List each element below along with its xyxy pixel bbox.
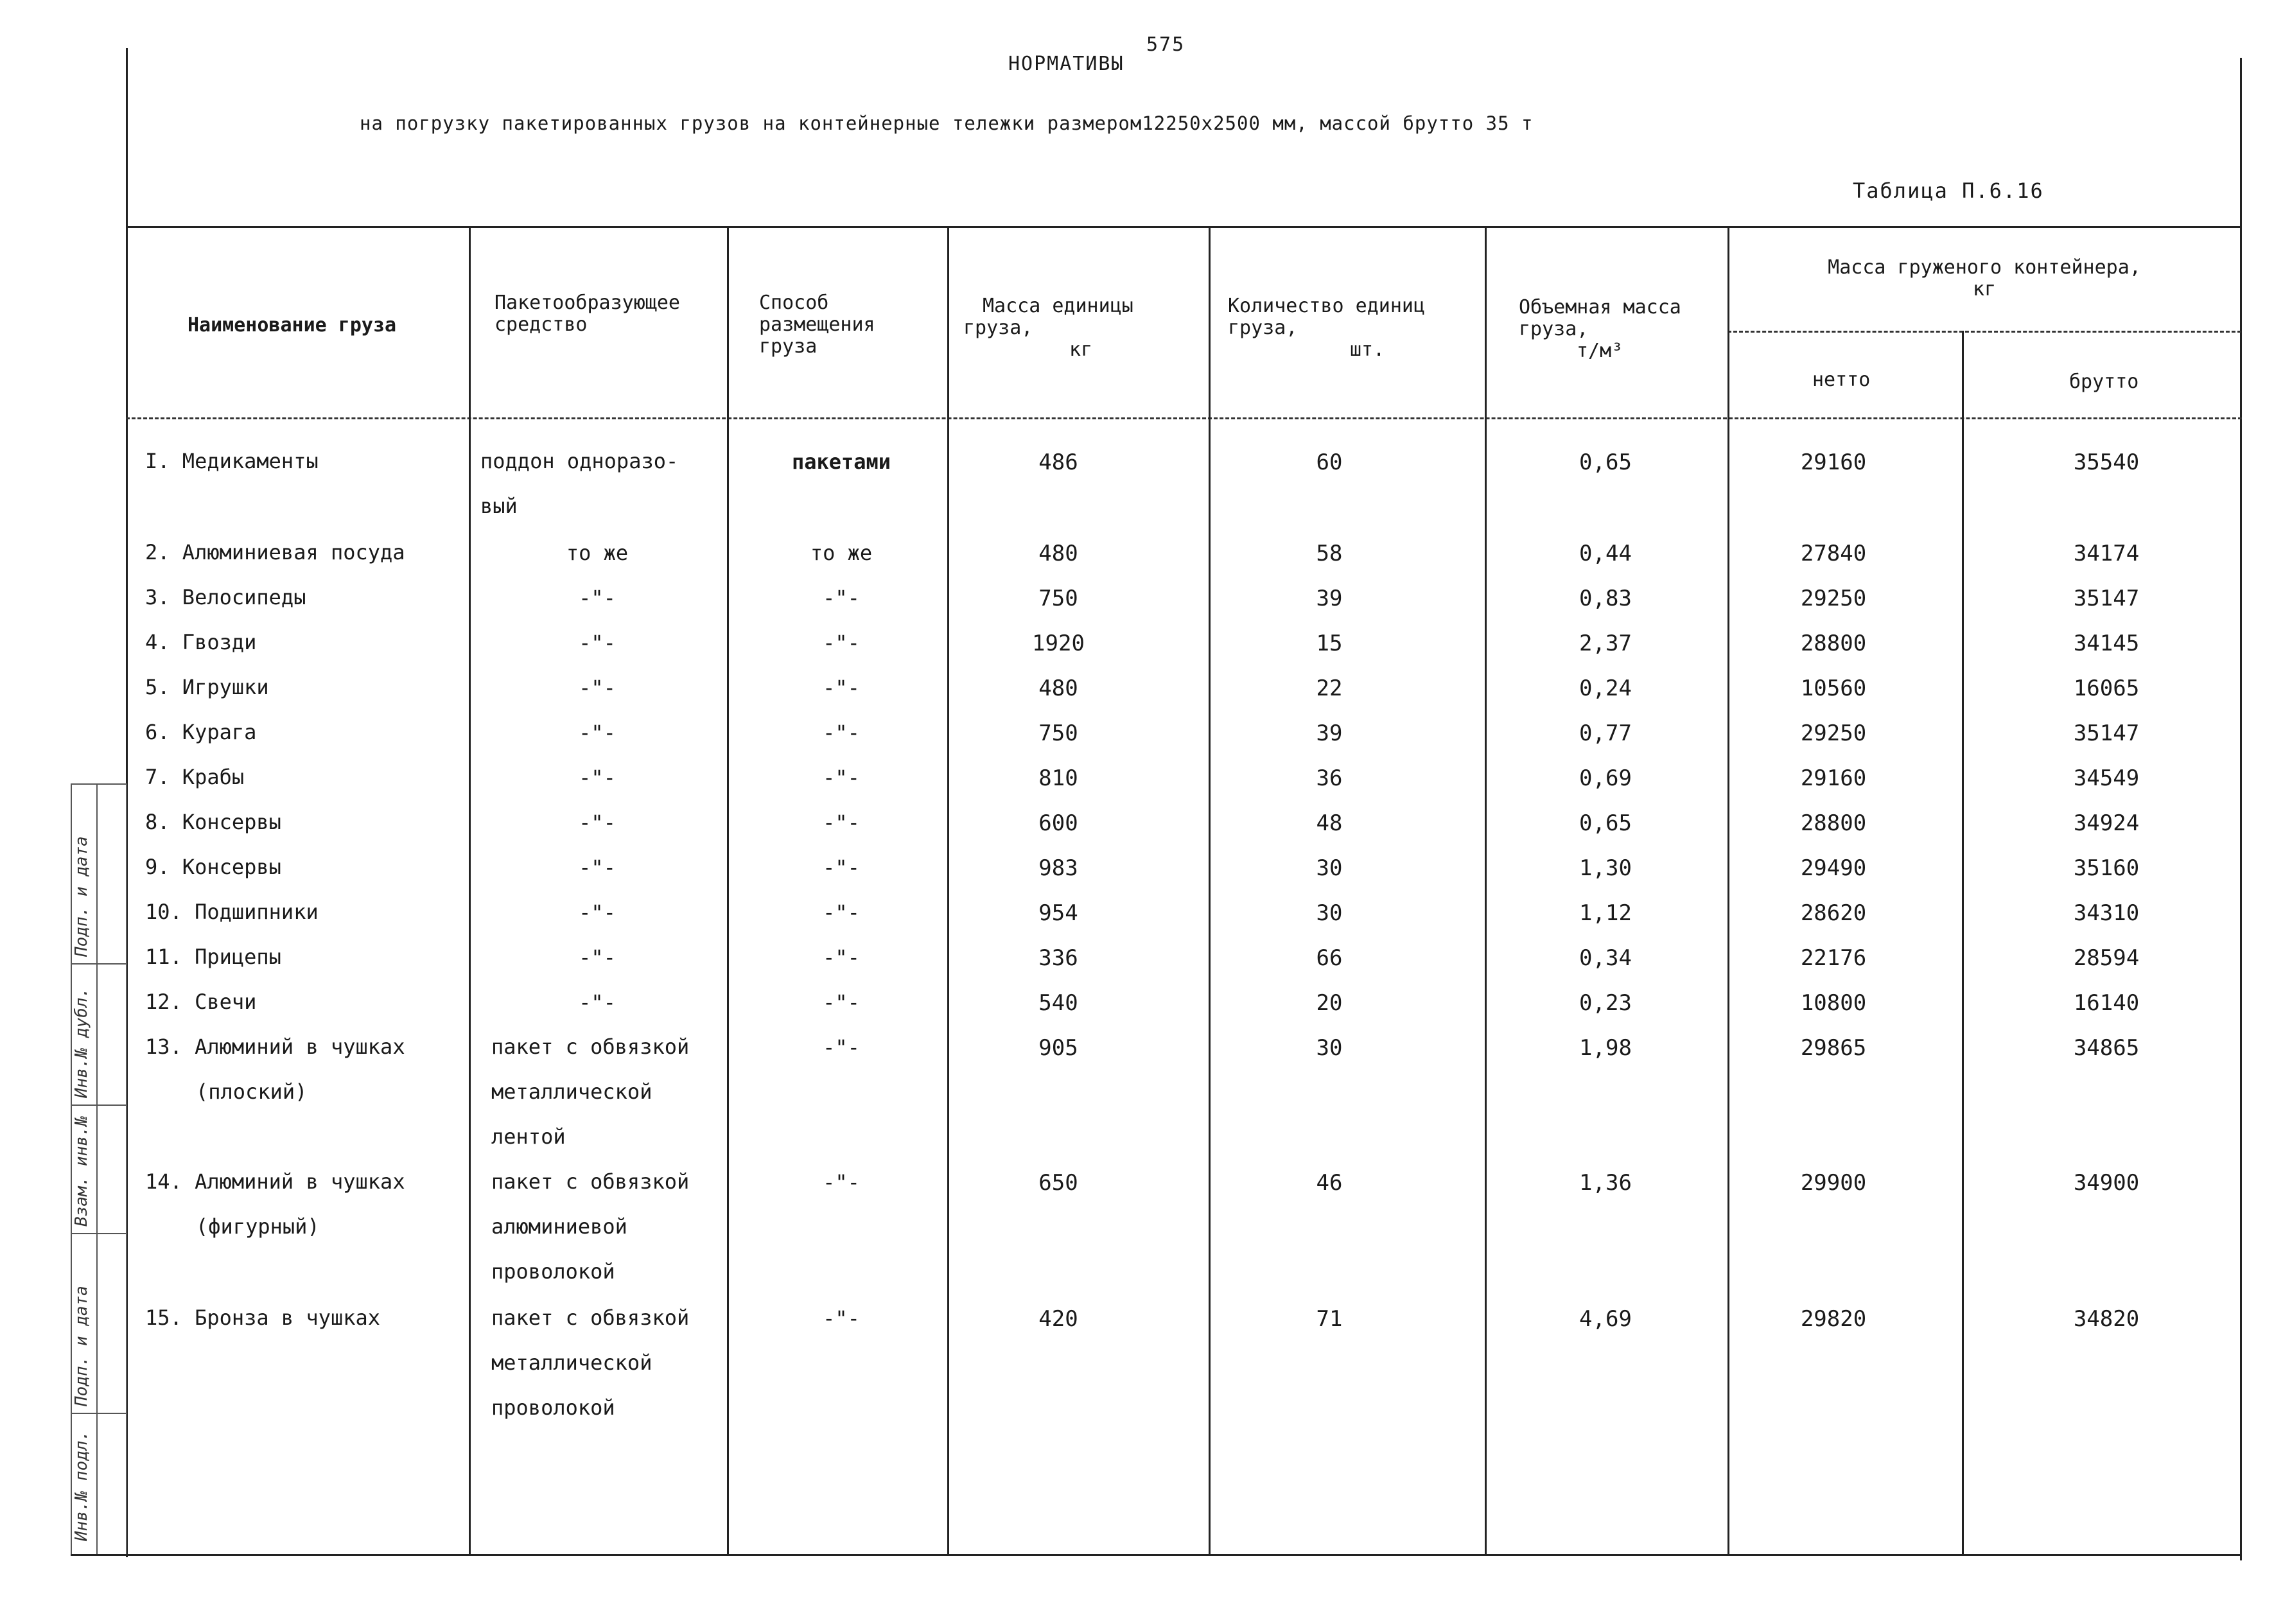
count-value: 20 bbox=[1316, 990, 1343, 1016]
col-separator-1 bbox=[469, 226, 471, 1554]
stamp-label-2: Подп. и дата bbox=[72, 1286, 91, 1406]
packaging-means: пакет с обвязкой bbox=[491, 1035, 690, 1059]
cargo-name: 14. Алюминий в чушках bbox=[145, 1169, 405, 1194]
document-subtitle: на погрузку пакетированных грузов на контейнерные тележки размером12250х2500 мм, массой брутто 35 т bbox=[360, 112, 1534, 134]
header-gross: брутто bbox=[2069, 371, 2139, 393]
stamp-label-5: Подп. и дата bbox=[72, 836, 91, 957]
gross-value: 34820 bbox=[2073, 1306, 2140, 1332]
count-value: 66 bbox=[1316, 945, 1343, 971]
packaging-means: поддон одноразо- bbox=[480, 449, 679, 473]
packaging-means: пакет с обвязкой bbox=[491, 1305, 690, 1330]
packaging-means: -"- bbox=[579, 900, 616, 925]
net-value: 29160 bbox=[1800, 765, 1867, 791]
gross-value: 16140 bbox=[2073, 990, 2140, 1016]
gross-value: 35160 bbox=[2073, 855, 2140, 881]
cargo-name: 10. Подшипники bbox=[145, 900, 319, 924]
density-value: 0,77 bbox=[1579, 720, 1632, 746]
gross-value: 34549 bbox=[2073, 765, 2140, 791]
net-value: 10800 bbox=[1800, 990, 1867, 1016]
net-value: 28620 bbox=[1800, 900, 1867, 926]
mass-subheader-line bbox=[1727, 331, 2241, 333]
cargo-name: 12. Свечи bbox=[145, 990, 257, 1014]
net-value: 28800 bbox=[1800, 631, 1867, 656]
cargo-name: 8. Консервы bbox=[145, 810, 281, 834]
count-value: 36 bbox=[1316, 765, 1343, 791]
gross-value: 28594 bbox=[2073, 945, 2140, 971]
density-value: 0,83 bbox=[1579, 586, 1632, 611]
count-value: 30 bbox=[1316, 1035, 1343, 1061]
stamp-label-3: Взам. инв.№ bbox=[72, 1115, 91, 1227]
count-value: 39 bbox=[1316, 720, 1343, 746]
placement-value: -"- bbox=[823, 990, 860, 1015]
count-value: 30 bbox=[1316, 855, 1343, 881]
placement-value: то же bbox=[810, 541, 873, 565]
cargo-name: 11. Прицепы bbox=[145, 945, 281, 969]
net-value: 28800 bbox=[1800, 810, 1867, 836]
placement-value: -"- bbox=[823, 1035, 860, 1060]
table-label: Таблица П.6.16 bbox=[1853, 179, 2044, 203]
placement-value: пакетами bbox=[791, 450, 891, 474]
net-value: 29160 bbox=[1800, 450, 1867, 475]
count-value: 71 bbox=[1316, 1306, 1343, 1332]
density-value: 4,69 bbox=[1579, 1306, 1632, 1332]
cargo-name: 15. Бронза в чушках bbox=[145, 1305, 381, 1330]
net-value: 29250 bbox=[1800, 720, 1867, 746]
density-value: 0,23 bbox=[1579, 990, 1632, 1016]
density-value: 1,36 bbox=[1579, 1170, 1632, 1196]
net-value: 29865 bbox=[1800, 1035, 1867, 1061]
stamp-sep-3 bbox=[71, 1104, 127, 1106]
header-placement: Способ размещения груза bbox=[759, 292, 875, 358]
stamp-sep-4 bbox=[71, 1233, 127, 1234]
stamp-sep-1 bbox=[71, 783, 127, 785]
placement-value: -"- bbox=[823, 720, 860, 745]
count-value: 39 bbox=[1316, 586, 1343, 611]
header-net: нетто bbox=[1812, 369, 1871, 391]
stamp-line-2 bbox=[96, 783, 98, 1554]
stamp-sep-2 bbox=[71, 963, 127, 965]
cargo-name: 4. Гвозди bbox=[145, 630, 257, 654]
count-value: 22 bbox=[1316, 676, 1343, 701]
placement-value: -"- bbox=[823, 900, 860, 925]
gross-value: 34924 bbox=[2073, 810, 2140, 836]
placement-value: -"- bbox=[823, 676, 860, 700]
packaging-means: -"- bbox=[579, 676, 616, 700]
header-bottom-line bbox=[126, 417, 2242, 419]
placement-value: -"- bbox=[823, 586, 860, 610]
packaging-means: пакет с обвязкой bbox=[491, 1169, 690, 1194]
density-value: 0,65 bbox=[1579, 810, 1632, 836]
packaging-means: то же bbox=[566, 541, 629, 565]
placement-value: -"- bbox=[823, 945, 860, 970]
placement-value: -"- bbox=[823, 1170, 860, 1194]
header-unit-mass: Масса единицы груза, кг bbox=[963, 295, 1133, 361]
unit-mass-value: 1920 bbox=[1032, 631, 1085, 656]
unit-mass-value: 480 bbox=[1038, 676, 1078, 701]
net-value: 29490 bbox=[1800, 855, 1867, 881]
unit-mass-value: 486 bbox=[1038, 450, 1078, 475]
gross-value: 34145 bbox=[2073, 631, 2140, 656]
unit-mass-value: 600 bbox=[1038, 810, 1078, 836]
header-density: Объемная масса груза, т/м³ bbox=[1519, 296, 1681, 362]
count-value: 30 bbox=[1316, 900, 1343, 926]
stamp-label-4: Инв.№ дубл. bbox=[72, 987, 91, 1098]
table-top-line bbox=[126, 226, 2242, 228]
gross-value: 35147 bbox=[2073, 586, 2140, 611]
unit-mass-value: 810 bbox=[1038, 765, 1078, 791]
cargo-name: 7. Крабы bbox=[145, 765, 245, 789]
unit-mass-value: 954 bbox=[1038, 900, 1078, 926]
packaging-means: -"- bbox=[579, 765, 616, 790]
density-value: 1,30 bbox=[1579, 855, 1632, 881]
header-count: Количество единиц груза, шт. bbox=[1228, 295, 1426, 361]
stamp-sep-5 bbox=[71, 1413, 127, 1414]
gross-value: 35147 bbox=[2073, 720, 2140, 746]
cargo-name: 2. Алюминиевая посуда bbox=[145, 540, 405, 564]
col-separator-7 bbox=[1962, 331, 1964, 1554]
density-value: 0,24 bbox=[1579, 676, 1632, 701]
col-separator-2 bbox=[727, 226, 729, 1554]
gross-value: 16065 bbox=[2073, 676, 2140, 701]
packaging-means: металлической bbox=[491, 1079, 652, 1104]
density-value: 1,12 bbox=[1579, 900, 1632, 926]
net-value: 22176 bbox=[1800, 945, 1867, 971]
net-value: 29250 bbox=[1800, 586, 1867, 611]
cargo-name: 3. Велосипеды bbox=[145, 585, 306, 609]
page-number: 575 bbox=[1146, 33, 1185, 56]
cargo-name: (фигурный) bbox=[196, 1214, 320, 1239]
density-value: 0,65 bbox=[1579, 450, 1632, 475]
unit-mass-value: 336 bbox=[1038, 945, 1078, 971]
packaging-means: проволокой bbox=[491, 1395, 615, 1420]
count-value: 48 bbox=[1316, 810, 1343, 836]
unit-mass-value: 540 bbox=[1038, 990, 1078, 1016]
packaging-means: -"- bbox=[579, 586, 616, 610]
gross-value: 34174 bbox=[2073, 541, 2140, 566]
header-name: Наименование груза bbox=[188, 314, 397, 336]
cargo-name: 13. Алюминий в чушках bbox=[145, 1035, 405, 1059]
gross-value: 34900 bbox=[2073, 1170, 2140, 1196]
density-value: 0,34 bbox=[1579, 945, 1632, 971]
count-value: 60 bbox=[1316, 450, 1343, 475]
density-value: 1,98 bbox=[1579, 1035, 1632, 1061]
gross-value: 35540 bbox=[2073, 450, 2140, 475]
cargo-name: 5. Игрушки bbox=[145, 675, 269, 699]
packaging-means: -"- bbox=[579, 810, 616, 835]
unit-mass-value: 650 bbox=[1038, 1170, 1078, 1196]
unit-mass-value: 750 bbox=[1038, 720, 1078, 746]
cargo-name: 6. Курага bbox=[145, 720, 257, 744]
packaging-means: проволокой bbox=[491, 1259, 615, 1284]
density-value: 0,69 bbox=[1579, 765, 1632, 791]
packaging-means: -"- bbox=[579, 990, 616, 1015]
packaging-means: -"- bbox=[579, 945, 616, 970]
cargo-name: 9. Консервы bbox=[145, 855, 281, 879]
placement-value: -"- bbox=[823, 631, 860, 655]
packaging-means: -"- bbox=[579, 720, 616, 745]
unit-mass-value: 480 bbox=[1038, 541, 1078, 566]
placement-value: -"- bbox=[823, 855, 860, 880]
packaging-means: алюминиевой bbox=[491, 1214, 627, 1239]
col-separator-5 bbox=[1485, 226, 1487, 1554]
col-separator-3 bbox=[947, 226, 949, 1554]
net-value: 29820 bbox=[1800, 1306, 1867, 1332]
unit-mass-value: 983 bbox=[1038, 855, 1078, 881]
gross-value: 34310 bbox=[2073, 900, 2140, 926]
packaging-means: лентой bbox=[491, 1124, 566, 1149]
frame-right-line bbox=[2240, 58, 2242, 1560]
net-value: 10560 bbox=[1800, 676, 1867, 701]
col-separator-6 bbox=[1727, 226, 1729, 1554]
stamp-line-3 bbox=[126, 783, 127, 1554]
stamp-label-1: Инв.№ подл. bbox=[72, 1430, 91, 1541]
packaging-means: -"- bbox=[579, 855, 616, 880]
density-value: 0,44 bbox=[1579, 541, 1632, 566]
col-separator-4 bbox=[1209, 226, 1211, 1554]
count-value: 58 bbox=[1316, 541, 1343, 566]
density-value: 2,37 bbox=[1579, 631, 1632, 656]
header-packaging: Пакетообразующее средство bbox=[494, 292, 680, 336]
placement-value: -"- bbox=[823, 810, 860, 835]
table-bottom-line bbox=[71, 1554, 2241, 1556]
count-value: 46 bbox=[1316, 1170, 1343, 1196]
count-value: 15 bbox=[1316, 631, 1343, 656]
cargo-name: I. Медикаменты bbox=[145, 449, 319, 473]
placement-value: -"- bbox=[823, 1306, 860, 1331]
placement-value: -"- bbox=[823, 765, 860, 790]
packaging-means: вый bbox=[480, 494, 518, 518]
packaging-means: металлической bbox=[491, 1350, 652, 1375]
cargo-name: (плоский) bbox=[196, 1079, 308, 1104]
gross-value: 34865 bbox=[2073, 1035, 2140, 1061]
document-title: НОРМАТИВЫ bbox=[1008, 53, 1124, 75]
net-value: 29900 bbox=[1800, 1170, 1867, 1196]
net-value: 27840 bbox=[1800, 541, 1867, 566]
packaging-means: -"- bbox=[579, 631, 616, 655]
header-container-mass: Масса груженого контейнера, кг bbox=[1828, 256, 2141, 301]
unit-mass-value: 750 bbox=[1038, 586, 1078, 611]
unit-mass-value: 905 bbox=[1038, 1035, 1078, 1061]
unit-mass-value: 420 bbox=[1038, 1306, 1078, 1332]
